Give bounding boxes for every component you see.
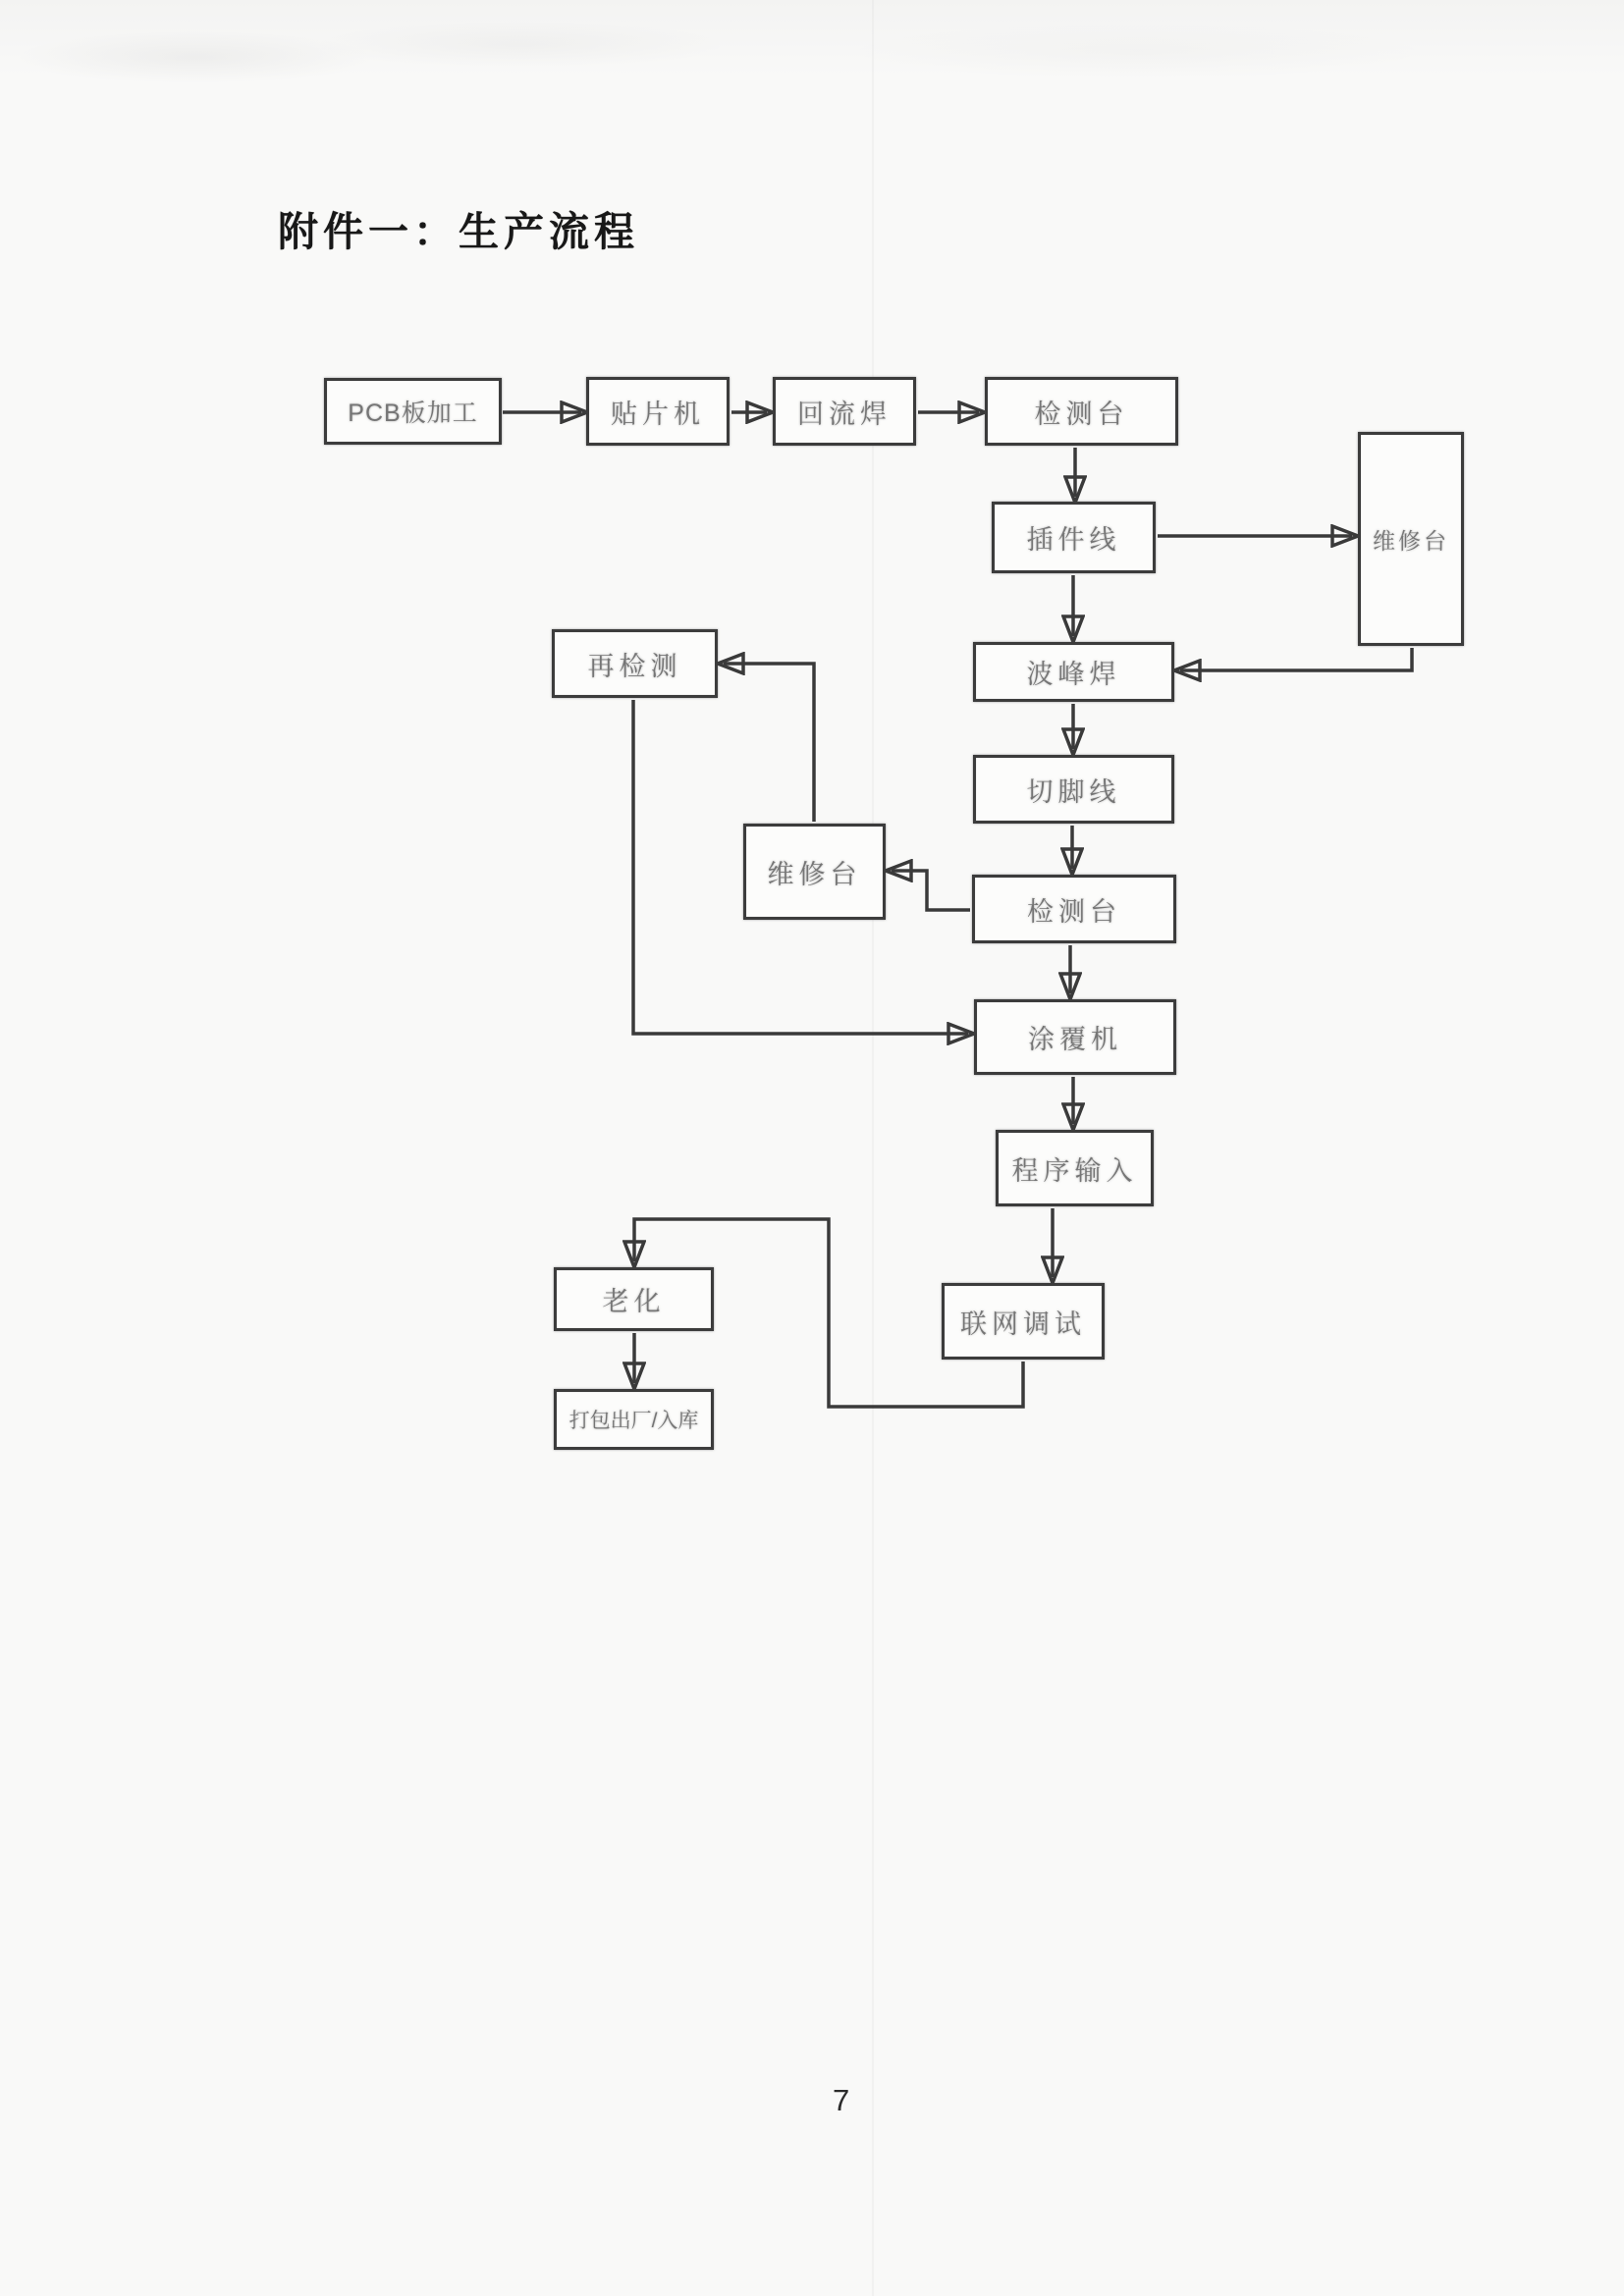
flow-node-pin-cutting-line [973,755,1174,824]
flow-node-repair-station-mid [743,824,886,920]
flow-node-repair-station-right [1358,432,1464,646]
flow-node-wave-solder [973,642,1174,702]
node-label: 涂覆机 [1028,1025,1122,1054]
flow-node-packing-warehouse [554,1389,714,1450]
node-label: 老化 [602,1287,666,1316]
flow-node-network-debug [942,1283,1105,1360]
attachment-title: 附件一：生产流程 [278,209,639,254]
flow-node-test-station-2 [972,875,1176,943]
flow-node-re-test [552,629,718,698]
node-label: 维修台 [1373,527,1449,554]
node-label: 切脚线 [1026,776,1121,807]
node-label: 程序输入 [1011,1155,1138,1186]
page-number: 7 [833,2083,851,2117]
flow-node-insertion-line [992,502,1156,573]
node-label: PCB板加工 [348,400,478,427]
node-label: 插件线 [1026,525,1121,555]
node-label: 检测台 [1034,399,1129,429]
node-label: 联网调试 [960,1308,1086,1339]
node-label: 维修台 [767,859,862,889]
node-label: 回流焊 [797,399,892,429]
flow-node-coating-machine [974,999,1176,1075]
node-label: 贴片机 [611,399,705,429]
flow-node-test-station-1 [985,377,1178,446]
flow-node-smt-machine [586,377,730,446]
node-label: 波峰焊 [1026,660,1121,689]
flow-node-program-input [996,1130,1154,1206]
flow-node-pcb-processing [324,378,502,445]
node-label: 再检测 [587,651,682,681]
connector-repair-right-to-wave [1180,648,1412,670]
connector-test2-to-repair-mid [892,871,970,910]
connector-repair-mid-to-retest [724,664,814,822]
node-label: 打包出厂/入库 [568,1410,699,1432]
flow-node-aging [554,1267,714,1331]
node-label: 检测台 [1027,896,1121,927]
flow-node-reflow-solder [773,377,916,446]
